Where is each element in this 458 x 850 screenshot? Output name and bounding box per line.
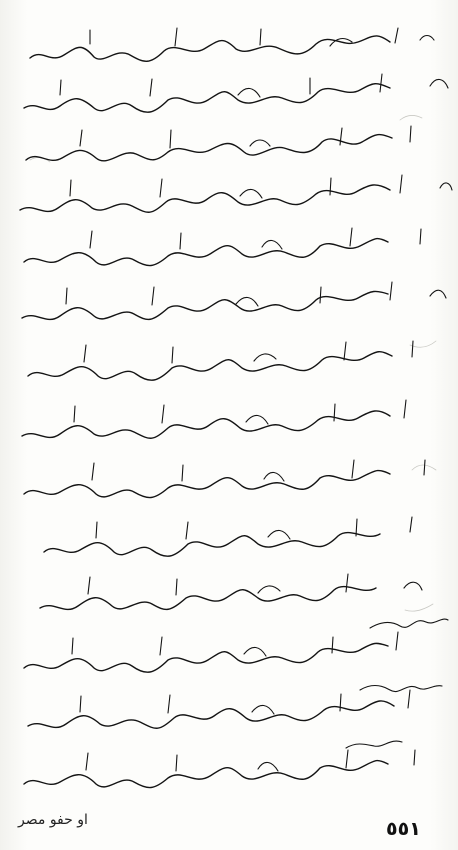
catchword: او حفو مصر	[18, 812, 88, 828]
text-line-6	[22, 282, 446, 319]
text-line-9	[24, 460, 425, 498]
text-line-10	[44, 517, 412, 556]
text-line-4	[20, 175, 452, 212]
text-line-3	[26, 126, 411, 161]
text-line-1	[30, 28, 434, 61]
text-line-2	[24, 74, 448, 112]
text-line-14	[24, 741, 415, 788]
text-line-11	[40, 574, 422, 609]
text-line-7	[28, 341, 413, 380]
text-line-5	[24, 228, 421, 266]
bleed-through-marks	[30, 115, 436, 611]
text-line-12	[24, 619, 448, 672]
page-number: ٥٥١	[386, 818, 421, 840]
text-line-8	[22, 400, 406, 438]
text-line-13	[28, 686, 442, 729]
